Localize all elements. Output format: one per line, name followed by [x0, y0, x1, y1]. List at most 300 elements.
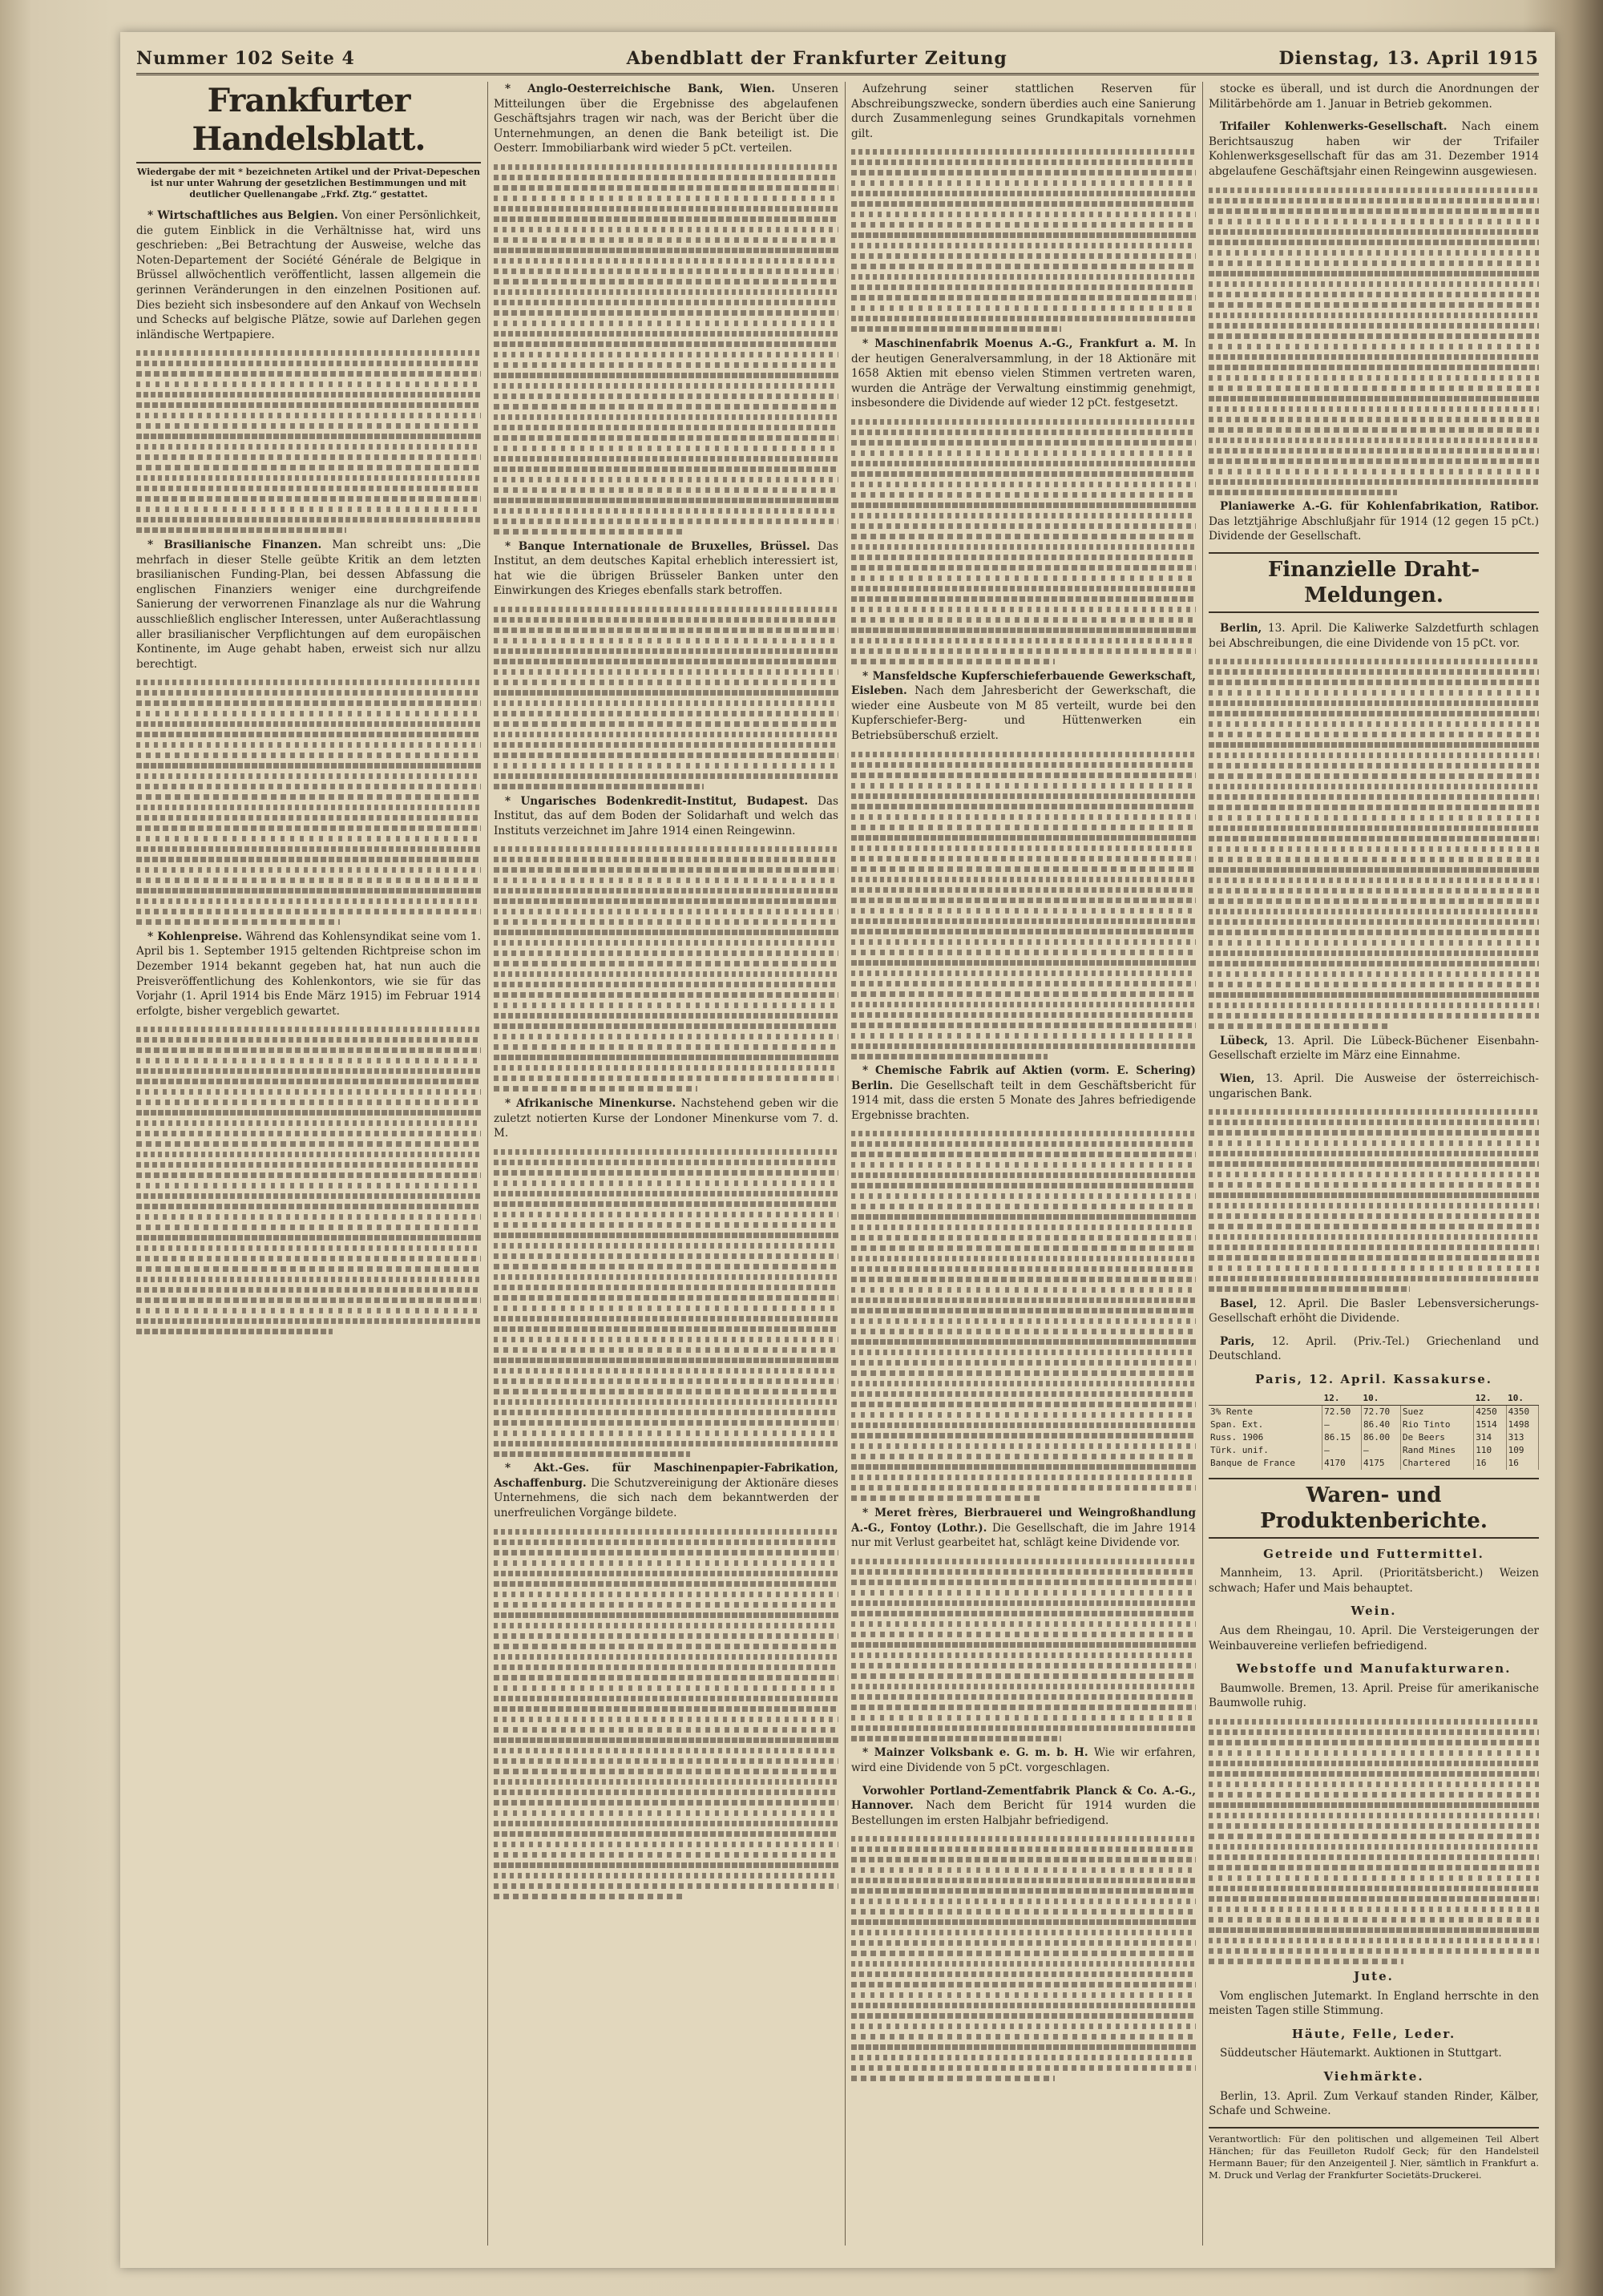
print-line	[494, 1873, 838, 1878]
print-line	[1209, 898, 1539, 904]
print-line	[851, 1899, 1196, 1904]
print-line	[1209, 1224, 1539, 1229]
print-line	[494, 1852, 838, 1858]
print-line	[494, 362, 838, 368]
table-cell: Banque de France	[1209, 1457, 1322, 1470]
table-header-cell: 10.	[1362, 1392, 1401, 1406]
print-line	[851, 1360, 1196, 1366]
print-line	[851, 1590, 1196, 1596]
subsection-title: Jute.	[1354, 1969, 1394, 1983]
print-line	[494, 1441, 838, 1447]
print-line	[851, 1836, 1196, 1842]
print-line	[851, 845, 1196, 851]
print-line	[851, 1370, 1196, 1376]
print-line	[136, 753, 481, 758]
print-line	[1209, 260, 1539, 266]
print-line	[494, 1602, 838, 1608]
print-line	[1209, 1729, 1539, 1735]
issue-date: Dienstag, 13. April 1915	[1278, 47, 1539, 69]
column-rule	[487, 82, 488, 2246]
print-line	[136, 413, 481, 418]
print-line	[851, 1580, 1196, 1585]
print-line	[851, 1559, 1196, 1564]
print-line	[851, 1464, 1196, 1470]
print-line	[136, 784, 481, 789]
print-line	[851, 1412, 1196, 1418]
print-line	[136, 1068, 481, 1074]
print-line	[851, 887, 1196, 893]
print-line	[851, 1736, 1061, 1741]
print-line	[1209, 961, 1539, 966]
article-text: Wie wir erfahren, wird eine Dividende von 5 pCt. vorgeschlagen.	[851, 1746, 1196, 1775]
table-header-cell: 12.	[1474, 1392, 1506, 1406]
print-line	[1209, 448, 1539, 454]
table-cell: 86.40	[1362, 1418, 1401, 1431]
print-line	[494, 919, 838, 925]
article	[851, 1063, 1196, 1123]
table-cell: Rio Tinto	[1400, 1418, 1473, 1431]
print-line	[1209, 219, 1539, 224]
print-line	[494, 617, 838, 623]
print-line	[136, 1058, 481, 1063]
table-cell: 4170	[1322, 1457, 1362, 1470]
print-line	[1209, 1276, 1539, 1281]
print-line	[494, 341, 838, 347]
article-text: Von einer Persönlichkeit, die gutem Einblick in die Verhältnisse hat, wird uns geschrieben: „Bei Betrachtung der Ausweise, welche das Noten-Departement der Société Générale de Belgique in Brüssel allwöchentlich veröffentlicht, lassen allgemein die gerinnen Veränderungen in den einzelnen Positionen auf. Dies bezieht sich insbesondere auf den Ankauf von Wechseln und Schecks auf belgische Plätze, sowie auf Darlehen gegen inländische Wertpapiere.	[136, 209, 481, 341]
print-line	[851, 970, 1196, 976]
print-line	[494, 268, 838, 274]
print-line	[851, 586, 1196, 591]
print-line	[1209, 1151, 1539, 1156]
print-line	[136, 898, 481, 904]
article-title: * Meret frères, Bierbrauerei und Weingroßhandlung A.-G., Fontoy (Lothr.).	[851, 1507, 1196, 1535]
print-line	[494, 1612, 838, 1618]
print-line	[851, 1454, 1196, 1459]
print-line	[1209, 992, 1539, 998]
price-table	[1209, 1392, 1539, 1470]
print-line	[851, 918, 1196, 924]
print-line	[1209, 1886, 1539, 1891]
print-line	[1209, 1255, 1539, 1261]
article-text: stocke es überall, und ist durch die Anordnungen der Militärbehörde am 1. Januar in Betrieb gekommen.	[1209, 83, 1539, 111]
print-line	[851, 1485, 1196, 1491]
print-line	[494, 279, 838, 284]
print-line	[136, 857, 481, 862]
print-line	[851, 1951, 1196, 1956]
table-cell: Russ. 1906	[1209, 1431, 1322, 1444]
print-line	[851, 1402, 1196, 1407]
print-line	[851, 1339, 1196, 1345]
print-line	[494, 1831, 838, 1837]
print-line	[494, 1201, 838, 1207]
print-line	[494, 1003, 838, 1008]
print-line	[494, 1696, 838, 1701]
print-line	[851, 180, 1196, 186]
print-line	[1209, 1792, 1539, 1798]
article	[851, 1745, 1196, 1775]
print-line	[494, 529, 684, 535]
telegram-text: 12. April. Die Basler Lebensversicherungs-Gesellschaft erhöht die Dividende.	[1209, 1297, 1539, 1326]
print-line	[1209, 721, 1539, 727]
print-line	[851, 877, 1196, 882]
print-line	[494, 669, 838, 675]
print-line	[136, 815, 481, 821]
print-line	[851, 565, 1196, 571]
text-filler	[851, 1131, 1196, 1501]
print-line	[851, 1141, 1196, 1147]
table-row	[1209, 1418, 1539, 1431]
text-filler	[494, 607, 838, 789]
print-line	[851, 212, 1196, 217]
print-line	[494, 196, 838, 201]
print-line	[1209, 1161, 1539, 1167]
table-header-cell	[1400, 1392, 1473, 1406]
text-filler	[851, 1559, 1196, 1741]
article-text: Aufzehrung seiner stattlichen Reserven für Abschreibungszwecke, sondern überdies auch eine Sanierung durch Zusammenlegung seines Grundkapitals vornehmen gilt.	[851, 83, 1196, 140]
print-line	[136, 444, 481, 450]
print-line	[851, 534, 1196, 539]
telegram-text: 12. April. (Priv.-Tel.) Griechenland und Deutschland.	[1209, 1334, 1539, 1363]
table-cell: 72.70	[1362, 1405, 1401, 1418]
print-line	[494, 1013, 838, 1019]
print-line	[851, 316, 1196, 321]
print-line	[1209, 1948, 1539, 1954]
kurs-table-title: Paris, 12. April. Kassakurse.	[1254, 1372, 1493, 1387]
text-filler	[851, 1836, 1196, 2081]
telegram	[1209, 1071, 1539, 1101]
text-filler	[1209, 188, 1539, 495]
print-line	[494, 1222, 838, 1228]
print-line	[136, 1152, 481, 1157]
article-text: Die Gesellschaft, die im Jahre 1914 nur mit Verlust gearbeitet hat, schlägt keine Dividende vor.	[851, 1521, 1196, 1550]
print-line	[851, 264, 1196, 269]
article	[136, 538, 481, 672]
print-line	[851, 326, 1061, 332]
print-line	[851, 783, 1196, 789]
table-cell: —	[1362, 1444, 1401, 1457]
subsection-title: Viehmärkte.	[1323, 2068, 1424, 2084]
table-cell: 314	[1474, 1431, 1506, 1444]
print-line	[851, 960, 1196, 966]
print-line	[851, 1930, 1196, 1935]
print-line	[851, 1131, 1196, 1136]
print-line	[136, 1162, 481, 1168]
text-filler	[1209, 659, 1539, 1029]
print-line	[494, 1410, 838, 1415]
print-line	[851, 1705, 1196, 1710]
print-line	[851, 1992, 1196, 1998]
print-line	[1209, 1917, 1539, 1923]
print-line	[136, 805, 481, 810]
article-text: Während das Kohlensyndikat seine vom 1. April bis 1. September 1915 geltenden Richtpreise schon im Dezember 1914 bekannt gegeben hat, hat nun auch die Preisveröffentlichung des Kohlenkontors, wie sie für das Vorjahr (1. April 1914 bis Ende März 1915) im Februar 1914 erfolgte, bisher vergeblich gewartet.	[136, 930, 481, 1018]
print-line	[1209, 825, 1539, 831]
article	[136, 208, 481, 342]
print-line	[136, 836, 481, 841]
table-cell: Rand Mines	[1400, 1444, 1473, 1457]
print-line	[136, 434, 481, 439]
print-line	[1209, 1172, 1539, 1177]
print-line	[136, 1172, 481, 1178]
print-line	[851, 1012, 1196, 1018]
print-line	[494, 1075, 838, 1081]
print-line	[494, 1420, 838, 1426]
print-line	[1209, 1719, 1539, 1725]
article-title: * Wirtschaftliches aus Belgien.	[147, 209, 338, 222]
print-line	[494, 321, 838, 326]
print-line	[494, 456, 838, 462]
print-line	[136, 1277, 481, 1282]
print-line	[136, 361, 481, 366]
print-line	[1209, 292, 1539, 297]
table-cell: 86.00	[1362, 1431, 1401, 1444]
text-filler	[136, 680, 481, 925]
print-line	[136, 1110, 481, 1116]
print-line	[1209, 1109, 1539, 1115]
print-line	[136, 527, 346, 533]
print-line	[851, 232, 1196, 238]
newspaper-title: Abendblatt der Frankfurter Zeitung	[626, 47, 1007, 69]
table-cell: 109	[1506, 1444, 1538, 1457]
print-line	[1209, 1854, 1539, 1860]
print-line	[136, 773, 481, 779]
print-line	[494, 1675, 838, 1681]
article	[494, 794, 838, 839]
print-line	[1209, 1771, 1539, 1777]
print-line	[851, 1054, 1048, 1059]
print-line	[136, 1131, 481, 1136]
article	[1209, 119, 1539, 179]
print-line	[851, 2055, 1196, 2060]
print-line	[1209, 198, 1539, 204]
print-line	[494, 659, 838, 664]
article-title: * Chemische Fabrik auf Aktien (vorm. E. Schering) Berlin.	[851, 1064, 1196, 1092]
print-line	[494, 1779, 838, 1785]
print-line	[851, 295, 1196, 301]
print-line	[1209, 188, 1539, 193]
article-title: * Mainzer Volksbank e. G. m. b. H.	[862, 1746, 1088, 1760]
print-line	[136, 732, 481, 737]
print-line	[494, 1180, 838, 1186]
print-line	[851, 201, 1196, 207]
print-line	[494, 1316, 838, 1322]
print-line	[1209, 711, 1539, 716]
text-filler	[136, 1027, 481, 1334]
column-2	[494, 82, 838, 2262]
column-rule	[1202, 82, 1203, 2246]
print-line	[1209, 1782, 1539, 1787]
print-line	[494, 1160, 838, 1165]
article-title: * Kohlenpreise.	[147, 930, 242, 943]
print-line	[494, 773, 838, 779]
print-line	[136, 1297, 481, 1303]
text-filler	[494, 846, 838, 1092]
print-line	[851, 1940, 1196, 1946]
print-line	[851, 440, 1196, 446]
print-line	[136, 1235, 481, 1241]
print-line	[494, 216, 838, 222]
print-line	[1209, 406, 1539, 412]
print-line	[1209, 1140, 1539, 1146]
print-line	[494, 1654, 838, 1660]
print-line	[1209, 1834, 1539, 1839]
print-line	[851, 1277, 1196, 1282]
print-line	[1209, 490, 1397, 495]
print-line	[1209, 458, 1539, 464]
table-cell: 4250	[1474, 1405, 1506, 1418]
article-text: Die Schutzvereinigung der Aktionäre dieses Unternehmens, die sich nach dem bekanntwerden der unerfreulichen Vorgänge bildete.	[494, 1476, 838, 1520]
print-line	[494, 1274, 838, 1280]
print-line	[851, 482, 1196, 487]
print-line	[494, 508, 838, 514]
print-line	[851, 1982, 1196, 1987]
print-line	[1209, 940, 1539, 946]
print-line	[136, 1120, 481, 1126]
print-line	[851, 1225, 1196, 1230]
table-header-cell: 12.	[1322, 1392, 1362, 1406]
print-line	[136, 1100, 481, 1105]
print-line	[494, 982, 838, 987]
print-line	[851, 575, 1196, 581]
print-line	[136, 711, 481, 716]
print-line	[494, 1769, 838, 1774]
table-cell: 16	[1506, 1457, 1538, 1470]
print-line	[136, 867, 481, 873]
print-line	[851, 752, 1196, 757]
print-line	[494, 383, 838, 389]
print-line	[851, 305, 1196, 311]
print-line	[851, 1888, 1196, 1894]
telegram-place: Berlin,	[1220, 621, 1262, 635]
print-line	[1209, 919, 1539, 925]
table-cell: Chartered	[1400, 1457, 1473, 1470]
print-line	[851, 1391, 1196, 1397]
print-line	[494, 331, 838, 337]
print-line	[494, 227, 838, 232]
print-line	[851, 430, 1196, 435]
print-line	[136, 1141, 481, 1147]
print-line	[851, 1214, 1196, 1220]
print-line	[136, 825, 481, 831]
text-filler	[494, 164, 838, 535]
print-line	[494, 971, 838, 977]
print-line	[494, 950, 838, 956]
print-line	[851, 2044, 1196, 2050]
table-cell: 4175	[1362, 1457, 1401, 1470]
print-line	[494, 784, 704, 789]
page-header	[136, 43, 1539, 75]
print-line	[494, 1243, 838, 1249]
print-line	[494, 373, 838, 378]
print-line	[851, 1162, 1196, 1168]
print-line	[851, 159, 1196, 165]
print-line	[494, 721, 838, 727]
telegram	[1209, 1297, 1539, 1326]
print-line	[494, 1644, 838, 1649]
print-line	[851, 1867, 1196, 1873]
print-line	[851, 659, 1055, 664]
article	[851, 1506, 1196, 1551]
print-line	[494, 1810, 838, 1816]
print-line	[1209, 1013, 1539, 1019]
print-line	[851, 1611, 1196, 1616]
print-line	[494, 1685, 838, 1691]
article-text: Die Gesellschaft teilt in dem Geschäftsbericht für 1914 mit, dass die ersten 5 Monate des Jahres befriedigende Ergebnisse brachten.	[851, 1079, 1196, 1122]
print-line	[851, 1297, 1196, 1303]
print-line	[494, 1790, 838, 1795]
print-line	[1209, 888, 1539, 894]
print-line	[136, 486, 481, 491]
print-line	[494, 1399, 838, 1405]
article-title: Planiawerke A.-G. für Kohlenfabrikation, Ratibor.	[1220, 500, 1539, 514]
print-line	[494, 1717, 838, 1722]
print-line	[851, 638, 1196, 644]
print-line	[851, 1715, 1196, 1721]
print-line	[1209, 1823, 1539, 1829]
print-line	[851, 1961, 1196, 1967]
print-line	[1209, 281, 1539, 287]
print-line	[494, 898, 838, 904]
print-line	[494, 1368, 838, 1374]
print-line	[494, 248, 838, 253]
print-line	[1209, 878, 1539, 883]
text-filler	[1209, 1719, 1539, 1964]
print-line	[851, 1318, 1196, 1324]
print-line	[494, 867, 838, 873]
article-title: Trifailer Kohlenwerks-Gesellschaft.	[1220, 120, 1448, 134]
print-line	[136, 454, 481, 460]
print-line	[494, 1748, 838, 1753]
print-line	[851, 1600, 1196, 1606]
print-line	[494, 1862, 838, 1868]
print-line	[1209, 1740, 1539, 1745]
telegram-text: 13. April. Die Ausweise der österreichisch-ungarischen Bank.	[1209, 1071, 1539, 1100]
print-line	[494, 1821, 838, 1826]
article-title: * Afrikanische Minenkurse.	[505, 1096, 676, 1110]
article	[494, 1096, 838, 1141]
print-line	[1209, 659, 1539, 664]
print-line	[494, 352, 838, 357]
print-line	[1209, 417, 1539, 422]
table-cell: 313	[1506, 1431, 1538, 1444]
table-cell: Span. Ext.	[1209, 1418, 1322, 1431]
print-line	[136, 506, 481, 512]
print-line	[851, 617, 1196, 623]
print-line	[851, 555, 1196, 560]
print-line	[494, 1378, 838, 1384]
print-line	[851, 1023, 1196, 1028]
print-line	[851, 1002, 1196, 1007]
table-cell: 110	[1474, 1444, 1506, 1457]
print-line	[494, 393, 838, 399]
print-line	[851, 866, 1196, 872]
print-line	[1209, 836, 1539, 841]
print-line	[1209, 950, 1539, 956]
print-line	[851, 461, 1196, 466]
print-line	[494, 1055, 838, 1060]
article-title: * Maschinenfabrik Moenus A.-G., Frankfurt a. M.	[862, 337, 1179, 350]
article	[851, 669, 1196, 744]
print-line	[136, 742, 481, 748]
print-line	[851, 607, 1196, 612]
print-line	[1209, 742, 1539, 748]
print-line	[494, 1389, 838, 1394]
print-line	[136, 381, 481, 387]
article	[136, 930, 481, 1019]
article	[851, 82, 1196, 141]
print-line	[851, 627, 1196, 633]
print-line	[136, 423, 481, 429]
print-line	[851, 1569, 1196, 1575]
